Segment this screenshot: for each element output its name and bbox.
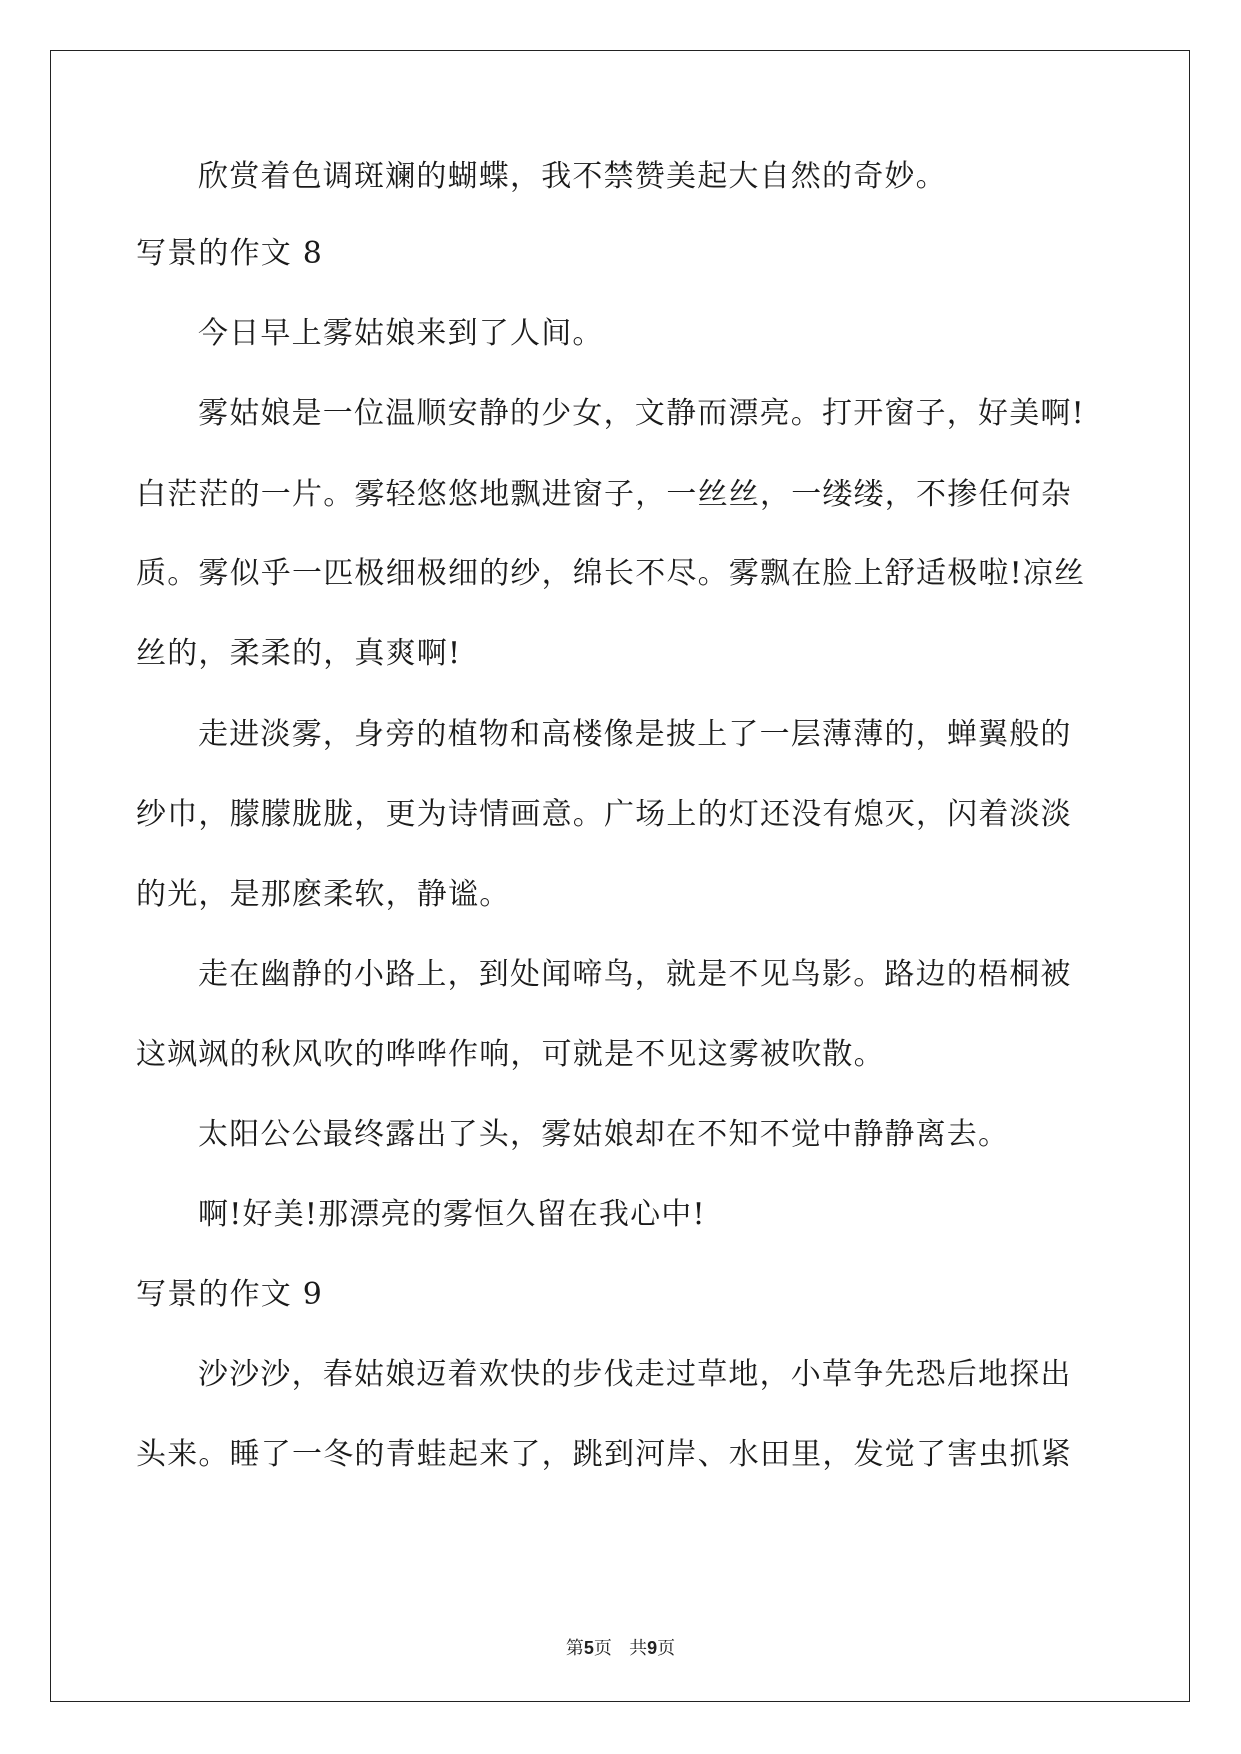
paragraph-line: 这飒飒的秋风吹的哗哗作响，可就是不见这雾被吹散。 [136,1037,885,1072]
paragraph-line-indented: 太阳公公最终露出了头，雾姑娘却在不知不觉中静静离去。 [198,1117,1010,1152]
total-suffix: 页 [657,1638,676,1659]
paragraph-line: 的光，是那麽柔软，静谧。 [136,877,511,912]
page-footer [0,1637,1241,1660]
page-prefix: 第 [565,1638,584,1659]
paragraph-line-indented: 走在幽静的小路上，到处闻啼鸟，就是不见鸟影。路边的梧桐被 [198,957,1072,992]
paragraph-line: 头来。睡了一冬的青蛙起来了，跳到河岸、水田里，发觉了害虫抓紧 [136,1437,1072,1472]
paragraph-line: 纱巾，朦朦胧胧，更为诗情画意。广场上的灯还没有熄灭，闪着淡淡 [136,797,1072,832]
paragraph-line-indented: 走进淡雾，身旁的植物和高楼像是披上了一层薄薄的，蝉翼般的 [198,717,1072,752]
paragraph-line-indented: 雾姑娘是一位温顺安静的少女，文静而漂亮。打开窗子，好美啊! [198,396,1085,431]
paragraph-line: 质。雾似乎一匹极细极细的纱，绵长不尽。雾飘在脸上舒适极啦!凉丝 [136,556,1086,591]
paragraph-line-indented: 今日早上雾姑娘来到了人间。 [198,316,604,351]
page-suffix: 页 [593,1638,612,1659]
total-prefix: 共 [629,1638,648,1659]
paragraph-line: 丝的，柔柔的，真爽啊! [136,636,462,671]
paragraph-line: 白茫茫的一片。雾轻悠悠地飘进窗子，一丝丝，一缕缕，不掺任何杂 [136,477,1072,512]
paragraph-line-indented: 沙沙沙，春姑娘迈着欢快的步伐走过草地，小草争先恐后地探出 [198,1357,1072,1392]
paragraph-line-indented: 啊!好美!那漂亮的雾恒久留在我心中! [198,1197,706,1232]
current-page-number: 5 [583,1638,594,1658]
total-page-number: 9 [647,1638,658,1658]
paragraph-line: 写景的作文 8 [136,236,324,271]
paragraph-line: 写景的作文 9 [136,1277,324,1312]
paragraph-line-indented: 欣赏着色调斑斓的蝴蝶，我不禁赞美起大自然的奇妙。 [198,159,947,194]
